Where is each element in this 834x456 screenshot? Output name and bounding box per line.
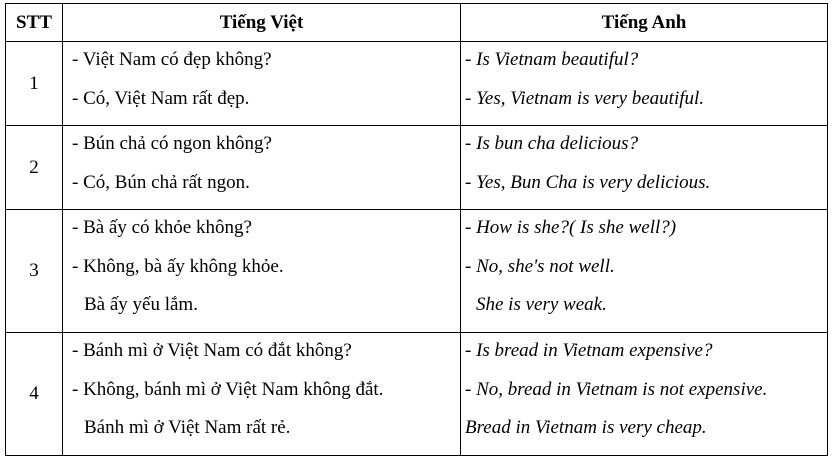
- vietnamese-line: - Không, bánh mì ở Việt Nam không đắt.: [72, 378, 384, 400]
- english-line: - No, she's not well.: [465, 255, 615, 277]
- row-number: 3: [6, 210, 63, 333]
- english-line: She is very weak.: [476, 294, 607, 315]
- vietnamese-line: - Bún chả có ngon không?: [72, 133, 272, 154]
- english-line: - Is Vietnam beautiful?: [465, 49, 639, 70]
- english-cell: [461, 333, 828, 456]
- english-line: Bread in Vietnam is very cheap.: [465, 417, 707, 438]
- vietnamese-line: - Có, Việt Nam rất đẹp.: [72, 87, 250, 109]
- table-row: [6, 333, 828, 456]
- english-line: - Yes, Vietnam is very beautiful.: [465, 87, 705, 109]
- header-stt: STT: [6, 4, 63, 42]
- header-english: Tiếng Anh: [461, 4, 828, 42]
- row-number: 2: [6, 126, 63, 210]
- vietnamese-line: - Bà ấy có khỏe không?: [72, 217, 252, 238]
- vietnamese-line: Bánh mì ở Việt Nam rất rẻ.: [84, 417, 291, 438]
- english-cell: [461, 210, 828, 333]
- header-row: [6, 4, 828, 42]
- vietnamese-cell: [63, 126, 461, 210]
- vietnamese-cell: [63, 42, 461, 126]
- table-row: [6, 42, 828, 126]
- header-vietnamese: Tiếng Việt: [63, 4, 461, 42]
- row-number: 1: [6, 42, 63, 126]
- vietnamese-line: - Bánh mì ở Việt Nam có đắt không?: [72, 340, 352, 361]
- english-cell: [461, 42, 828, 126]
- vietnamese-line: Bà ấy yếu lắm.: [84, 294, 198, 315]
- english-line: - Is bun cha delicious?: [465, 133, 639, 154]
- row-number: 4: [6, 333, 63, 456]
- english-line: - No, bread in Vietnam is not expensive.: [465, 378, 768, 400]
- english-cell: [461, 126, 828, 210]
- vietnamese-line: - Không, bà ấy không khỏe.: [72, 255, 284, 277]
- translation-table: [5, 3, 828, 456]
- vietnamese-cell: [63, 333, 461, 456]
- english-line: - Is bread in Vietnam expensive?: [465, 340, 713, 361]
- table-row: [6, 210, 828, 333]
- english-line: - Yes, Bun Cha is very delicious.: [465, 171, 711, 193]
- table-row: [6, 126, 828, 210]
- vietnamese-line: - Việt Nam có đẹp không?: [72, 49, 272, 70]
- vietnamese-line: - Có, Bún chả rất ngon.: [72, 171, 250, 193]
- vietnamese-cell: [63, 210, 461, 333]
- english-line: - How is she?( Is she well?): [465, 217, 677, 238]
